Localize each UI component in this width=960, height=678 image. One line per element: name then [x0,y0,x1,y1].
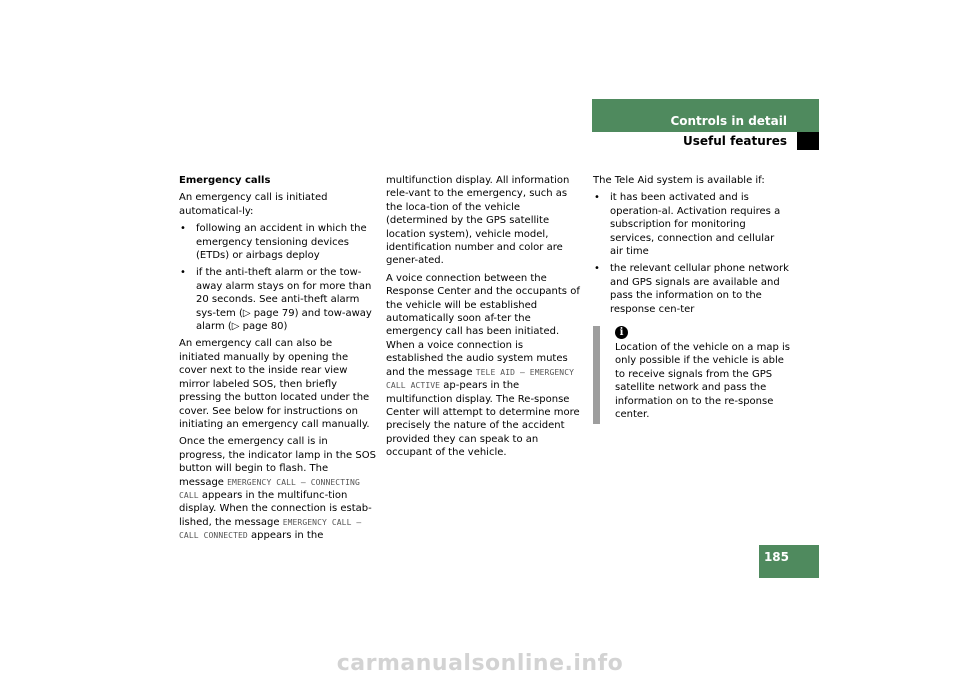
header-bar [592,99,819,132]
list-item: • it has been activated and is operation-al. Activation requires a subscription for monitoring services, connection and cellular air time [594,192,781,258]
watermark: carmanualsonline.info [336,651,624,676]
availability-list [593,191,790,316]
column-middle [386,174,583,464]
section-title: Controls in detail [670,114,787,128]
voice-connection-paragraph: A voice connection between the Response Center and the occupants of the vehicle will be established automatically soon af-ter the emergency call has been initiated. When a voice connection is established the audio system mutes and the message TELE AID – EMERGENCY CALL ACTIVE ap-pears in the multifunction display. The Re-sponse Center will attempt to determine more precisely the nature of the accident provided they can speak to an occupant of the vehicle. [386,272,580,459]
header-corner-marker [797,132,819,150]
display-message-connecting: EMERGENCY CALL – CONNECTING CALL [179,477,360,500]
list-item: • the relevant cellular phone network and GPS signals are available and pass the information on to the response cen-ter [594,263,789,315]
bullet-icon: • [180,267,186,279]
column-left [179,174,376,547]
emergency-calls-heading: Emergency calls [179,175,271,186]
page-number-box [759,545,819,578]
list-item: • following an accident in which the emergency tensioning devices (ETDs) or airbags deploy [180,223,367,262]
page-number: 185 [763,550,789,564]
bullet-icon: • [180,223,186,235]
list-item: • if the anti-theft alarm or the tow-away alarm stays on for more than 20 seconds. See anti-theft alarm sys-tem (▷ page 79) and tow-away alarm (▷ page 80) [180,267,372,333]
generated-info-paragraph: multifunction display. All information rele-vant to the emergency, such as the loca-tion of the vehicle (determined by the GPS satellite location system), vehicle model, identification number and color are gener-ated. [386,175,570,267]
bullet-icon: • [594,192,600,204]
section-subtitle: Useful features [682,134,787,148]
bullet-icon: • [594,263,600,275]
trigger-list [179,222,376,333]
intro-paragraph: An emergency call is initiated automatical-ly: [179,192,328,217]
manual-call-paragraph: An emergency call can also be initiated manually by opening the cover next to the inside rear view mirror labeled SOS, then briefly pressing the button located under the cover. See below for instructions on initiating an emergency call manually. [179,338,370,430]
progress-paragraph: Once the emergency call is in progress, the indicator lamp in the SOS button will begin to flash. The message EMERGENCY CALL – CONNECTING CALL appears in the multifunc-tion display. When the connection is estab-lished, the message EMERGENCY CALL – CALL CONNECTED appears in the [179,436,376,542]
info-note [593,326,790,423]
column-right [593,174,790,424]
display-message-connected: EMERGENCY CALL – CALL CONNECTED [179,517,362,541]
availability-intro: The Tele Aid system is available if: [593,175,765,186]
info-icon: i [615,326,628,339]
info-note-text: Location of the vehicle on a map is only possible if the vehicle is able to receive signals from the GPS satellite network and pass the information on to the re-sponse center. [615,342,790,421]
display-message-active: TELE AID – EMERGENCY CALL ACTIVE [386,367,575,391]
